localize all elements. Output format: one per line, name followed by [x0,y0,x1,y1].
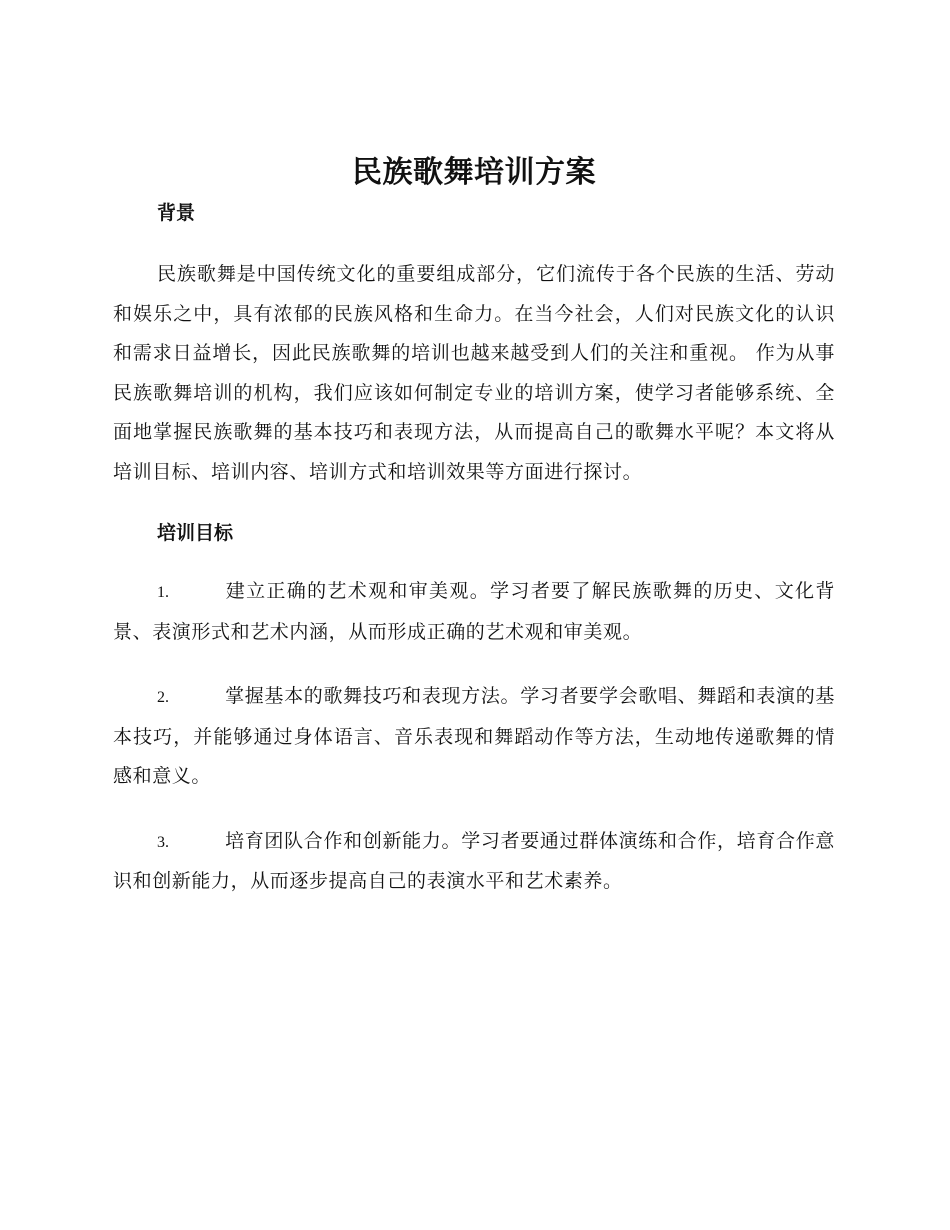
document-title: 民族歌舞培训方案 [352,155,596,190]
goal-list-item [113,677,835,797]
section-heading-training-goals: 培训目标 [157,522,234,544]
goal-text: 建立正确的艺术观和审美观。学习者要了解民族歌舞的历史、文化背景、表演形式和艺术内涵，从而形成正确的艺术观和审美观。 [113,580,835,643]
goal-text: 培育团队合作和创新能力。学习者要通过群体演练和合作，培育合作意识和创新能力，从而逐步提高自己的表演水平和艺术素养。 [113,829,835,892]
document-body [113,148,835,902]
goal-number: 3. [157,833,169,851]
goal-list-item [113,572,835,652]
section-heading-background: 背景 [157,202,196,224]
goal-number: 2. [157,689,169,706]
goal-text: 掌握基本的歌舞技巧和表现方法。学习者要学会歌唱、舞蹈和表演的基本技巧，并能够通过身体语言、音乐表现和舞蹈动作等方法，生动地传递歌舞的情感和意义。 [113,685,835,787]
goal-number: 1. [157,584,169,601]
background-paragraph: 民族歌舞是中国传统文化的重要组成部分，它们流传于各个民族的生活、劳动和娱乐之中，具有浓郁的民族风格和生命力。在当今社会，人们对民族文化的认识和需求日益增长，因此民族歌舞的培训也越来越受到人们的关注和重视。 作为从事民族歌舞培训的机构，我们应该如何制定专业的培训方案，使学习者能够系统、全面地掌握民族歌舞的基本技巧和表现方法，从而提高自己的歌舞水平呢？本文将从培训目标、培训内容、培训方式和培训效果等方面进行探讨。 [113,263,835,483]
goal-list-item [113,822,835,902]
